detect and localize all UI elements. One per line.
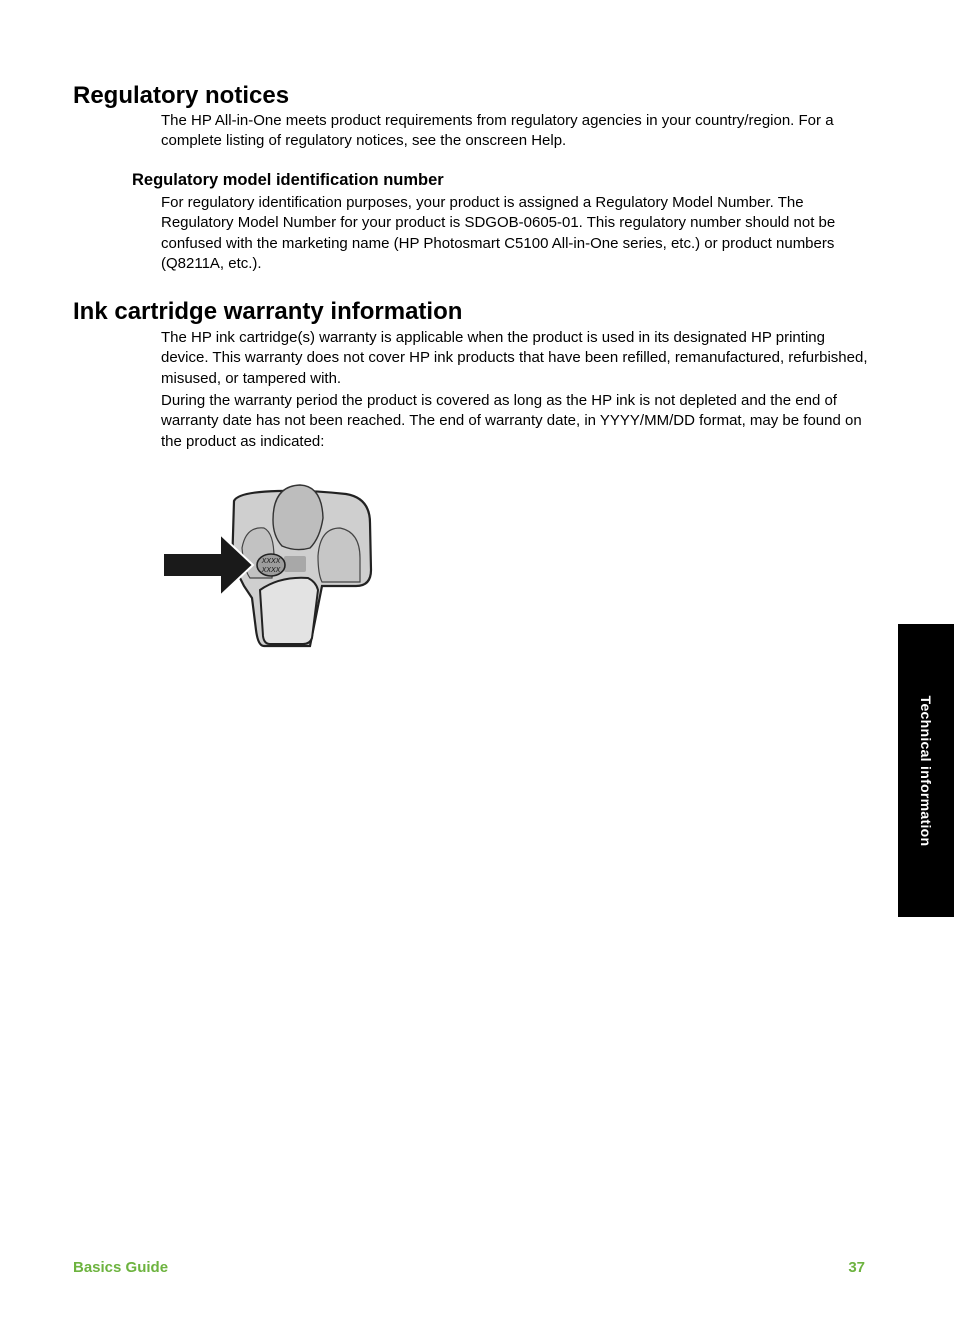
date-stamp-text-1: XXXX (261, 558, 281, 565)
ink-warranty-paragraph-1: The HP ink cartridge(s) warranty is applicable when the product is used in its designated HP printing device. This warranty does not cover HP ink products that have been refilled, remanufactured, refurbished, misused, or tampered with. (161, 329, 868, 387)
date-stamp-plate (284, 556, 306, 572)
regulatory-notices-paragraph: The HP All-in-One meets product requirements from regulatory agencies in your country/region. For a complete listing of regulatory notices, see the onscreen Help. (161, 112, 834, 150)
date-stamp-text-2: XXXX (261, 567, 281, 574)
ink-cartridge-illustration (160, 478, 380, 650)
cartridge-handle (260, 578, 318, 644)
ink-warranty-paragraph-2: During the warranty period the product is covered as long as the HP ink is not depleted and the end of warranty date has not been reached. The end of warranty date, in YYYY/MM/DD format, may be found on the product as indicated: (161, 392, 862, 450)
footer-guide-name: Basics Guide (73, 1259, 169, 1276)
footer-page-number: 37 (848, 1259, 865, 1276)
regulatory-notices-heading: Regulatory notices (73, 82, 290, 109)
cartridge-right-rib (318, 528, 360, 582)
regulatory-model-id-heading: Regulatory model identification number (132, 171, 444, 189)
side-tab (898, 624, 954, 917)
cartridge-top-dome (273, 485, 323, 550)
regulatory-model-id-paragraph: For regulatory identification purposes, your product is assigned a Regulatory Model Number. The Regulatory Model Number for your product is SDGOB-0605-01. This regulatory number should not be confused with the marketing name (HP Photosmart C5100 All-in-One series, etc.) or product numbers (Q8211A, etc.). (161, 194, 836, 273)
side-tab-label: Technical information (918, 695, 934, 846)
ink-warranty-heading: Ink cartridge warranty information (73, 298, 463, 325)
